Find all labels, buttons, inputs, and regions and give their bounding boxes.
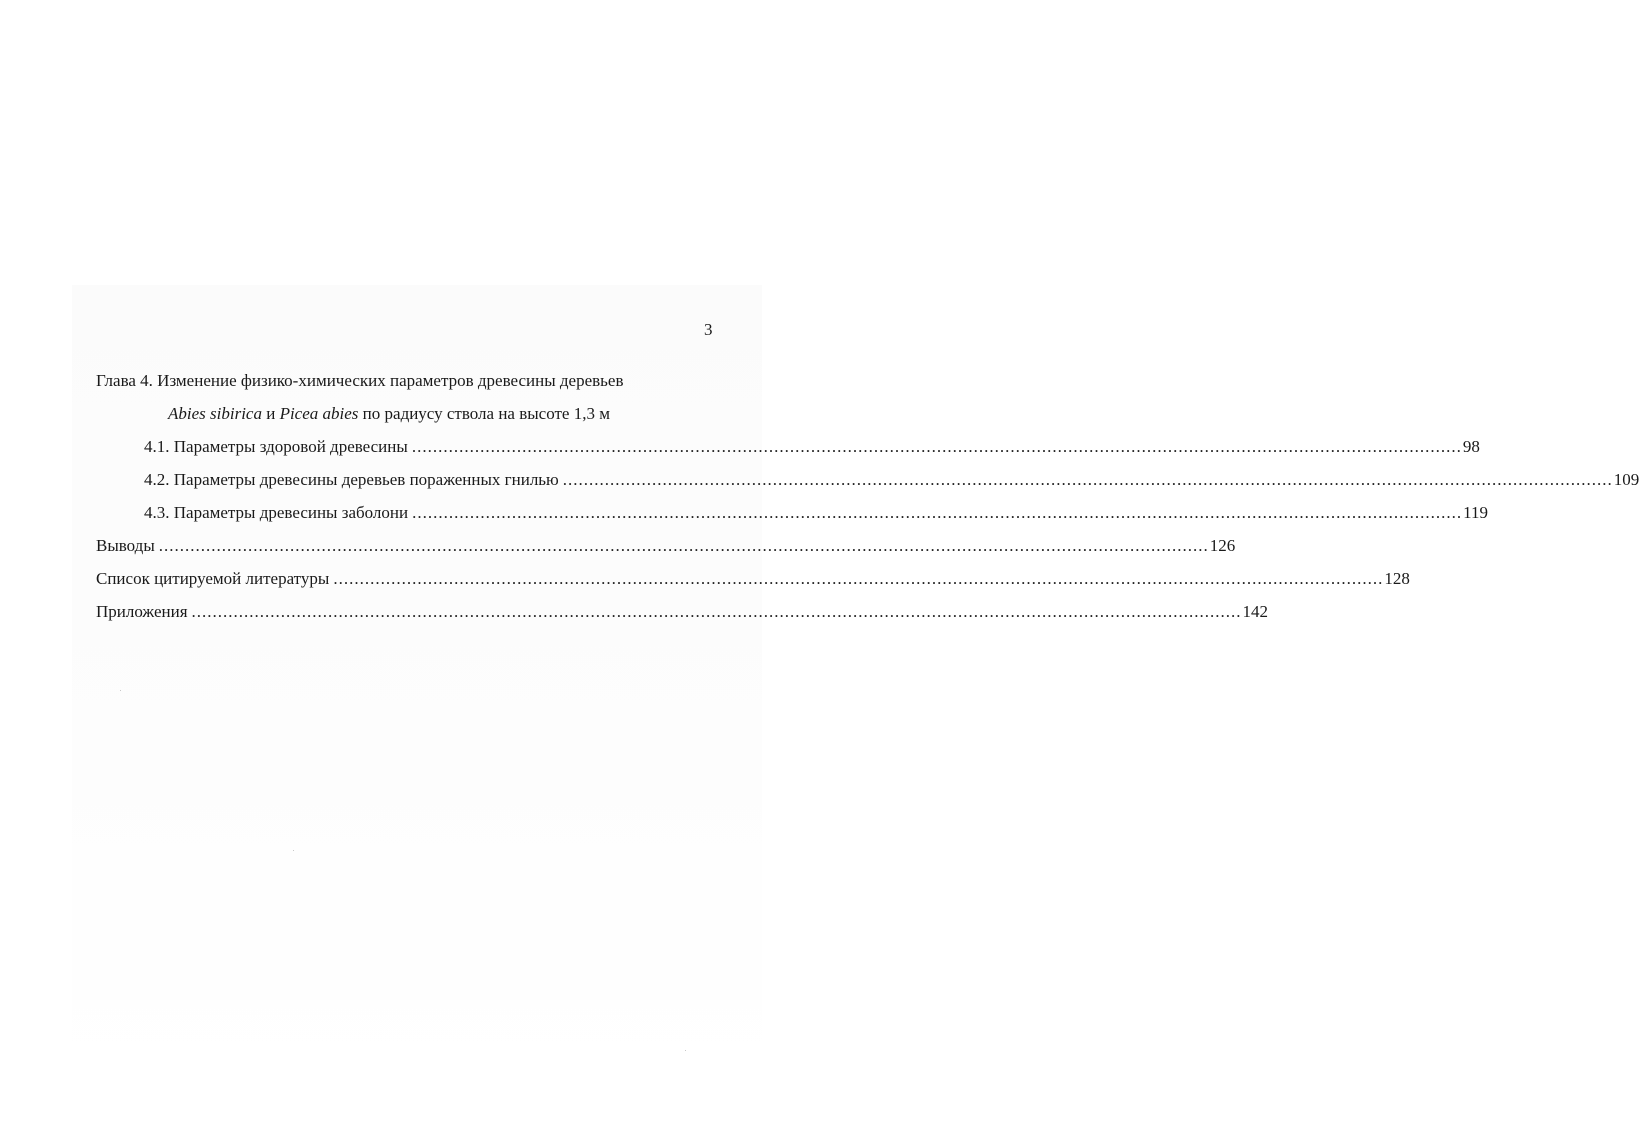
scan-speck [685,1050,686,1051]
toc-entry-title: 4.2. Параметры древесины деревьев пораженных гнилью [144,470,559,489]
toc-entry-4-2 [144,469,1639,491]
toc-entry-appendices [96,601,1269,623]
dot-leader: ........................................................................................................................................................................................................ [333,569,1384,588]
dot-leader: ........................................................................................................................................................................................................ [412,503,1463,522]
toc-entry-page: 109 [1613,470,1639,489]
toc-entry-page: 98 [1462,437,1480,456]
toc-entry-title: Выводы [96,536,155,555]
species-picea-abies: Picea abies [279,404,359,423]
species-abies-sibirica: Abies sibirica [168,404,262,423]
page-number: 3 [704,320,713,339]
toc-entry-page: 126 [1209,536,1236,555]
toc-entry-title: 4.1. Параметры здоровой древесины [144,437,408,456]
chapter-4-subheading [168,403,610,425]
toc-entry-title: 4.3. Параметры древесины заболони [144,503,409,522]
toc-entry-4-3 [144,502,1488,524]
toc-entry-references [96,568,1410,590]
subheading-conjunction: и [261,404,280,423]
toc-entry-page: 128 [1384,569,1410,588]
toc-entry-page: 142 [1242,602,1269,621]
toc-entry-title: Список цитируемой литературы [96,569,330,588]
toc-entry-page: 119 [1463,503,1488,522]
toc-entry-conclusions [96,535,1236,557]
chapter-4-heading: Глава 4. Изменение физико-химических параметров древесины деревьев [96,371,624,390]
toc-entry-4-1 [144,436,1480,458]
dot-leader: ........................................................................................................................................................................................................ [158,536,1209,555]
subheading-rest: по радиусу ствола на высоте 1,3 м [358,404,610,423]
scan-speck [293,850,294,851]
toc-entry-title: Приложения [96,602,188,621]
scan-speck [120,690,121,691]
dot-leader: ........................................................................................................................................................................................................ [562,470,1613,489]
dot-leader: ........................................................................................................................................................................................................ [191,602,1242,621]
dot-leader: ........................................................................................................................................................................................................ [411,437,1462,456]
